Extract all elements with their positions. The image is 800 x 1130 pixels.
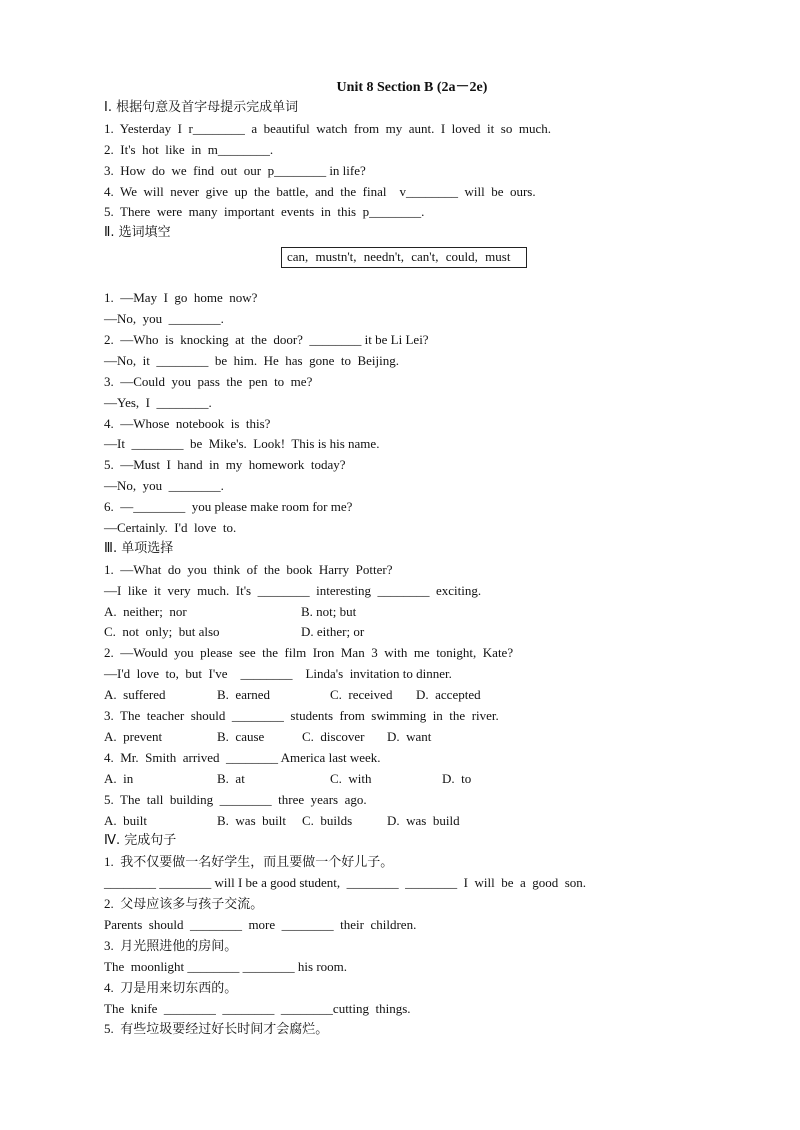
s2-line-1: 1. —May I go home now? — [104, 290, 258, 306]
option-c: C. not only; but also — [104, 624, 220, 640]
s2-line-9: 5. —Must I hand in my homework today? — [104, 457, 346, 473]
option-a: A. suffered — [104, 687, 166, 703]
s4-line-6: The moonlight ________ ________ his room. — [104, 958, 348, 974]
s3-q4-stem: 4. Mr. Smith arrived ________ America last week. — [104, 749, 381, 765]
s1-question-5: 5. There were many important events in this p________. — [104, 204, 425, 220]
option-a: A. neither; nor — [104, 603, 187, 619]
s4-line-7: 4. 刀是用来切东西的。 — [104, 979, 238, 995]
spacer — [104, 268, 704, 288]
s1-question-4: 4. We will never give up the battle, and the final v________ will be ours. — [104, 183, 536, 199]
s2-line-7: 4. —Whose notebook is this? — [104, 415, 271, 431]
s3-q2-reply: —I'd love to, but I've ________ Linda's invitation to dinner. — [104, 666, 452, 682]
worksheet-title: Unit 8 Section B (2a－2e) — [336, 80, 488, 95]
s4-line-5: 3. 月光照进他的房间。 — [104, 937, 238, 953]
s4-line-3: 2. 父母应该多与孩子交流。 — [104, 896, 264, 912]
s2-line-3: 2. —Who is knocking at the door? ________ it be Li Lei? — [104, 332, 429, 348]
option-c: C. received — [330, 687, 393, 703]
s1-question-1: 1. Yesterday I r________ a beautiful watch from my aunt. I loved it so much. — [104, 120, 551, 136]
section-3-heading: Ⅲ. 单项选择 — [104, 540, 174, 556]
s4-line-4: Parents should ________ more ________ their children. — [104, 916, 417, 932]
s3-q4-options — [104, 769, 704, 790]
option-a: A. in — [104, 770, 134, 786]
section-4-heading: Ⅳ. 完成句子 — [104, 833, 177, 849]
section-2-heading: Ⅱ. 选词填空 — [104, 225, 171, 241]
s4-line-9: 5. 有些垃圾要经过好长时间才会腐烂。 — [104, 1021, 329, 1037]
option-d: D. accepted — [416, 687, 481, 703]
option-a: A. built — [104, 812, 147, 828]
option-c: C. builds — [302, 812, 353, 828]
s3-q1-reply: —I like it very much. It's ________ interesting ________ exciting. — [104, 582, 482, 598]
s2-line-2: —No, you ________. — [104, 311, 224, 327]
s3-q2-stem: 2. —Would you please see the film Iron Man 3 with me tonight, Kate? — [104, 645, 514, 661]
option-b: B. at — [217, 770, 245, 786]
s2-line-8: —It ________ be Mike's. Look! This is his name. — [104, 436, 380, 452]
s4-line-8: The knife ________ ________ ________cutting things. — [104, 1000, 411, 1016]
option-a: A. prevent — [104, 728, 163, 744]
option-b: B. was built — [217, 812, 286, 828]
s3-q5-stem: 5. The tall building ________ three years ago. — [104, 791, 367, 807]
s3-q3-stem: 3. The teacher should ________ students from swimming in the river. — [104, 708, 499, 724]
option-d: D. was build — [387, 812, 460, 828]
s2-line-6: —Yes, I ________. — [104, 394, 212, 410]
s3-q3-options — [104, 727, 704, 748]
option-d: D. want — [387, 728, 432, 744]
option-d: D. to — [442, 770, 472, 786]
s2-line-12: —Certainly. I'd love to. — [104, 520, 237, 536]
s2-line-5: 3. —Could you pass the pen to me? — [104, 373, 313, 389]
s4-line-2: ________ ________ will I be a good student, ________ ________ I will be a good son. — [104, 875, 587, 891]
s3-q1-options-cd — [104, 622, 704, 643]
s1-question-3: 3. How do we find out our p________ in life? — [104, 162, 366, 178]
option-b: B. not; but — [301, 603, 357, 619]
s3-q2-options — [104, 685, 704, 706]
word-bank-box: can, mustn't, needn't, can't, could, must — [281, 247, 527, 268]
section-1-heading: Ⅰ. 根据句意及首字母提示完成单词 — [104, 100, 299, 115]
s3-q5-options — [104, 811, 704, 832]
s4-line-1: 1. 我不仅要做一名好学生，而且要做一个好儿子。 — [104, 854, 394, 870]
s1-question-2: 2. It's hot like in m________. — [104, 141, 274, 157]
s2-line-10: —No, you ________. — [104, 478, 224, 494]
option-c: C. discover — [302, 728, 365, 744]
option-d: D. either; or — [301, 624, 365, 640]
s3-q1-options-ab — [104, 602, 704, 623]
option-b: B. cause — [217, 728, 265, 744]
option-b: B. earned — [217, 687, 271, 703]
worksheet — [104, 78, 704, 1040]
s3-q1-stem: 1. —What do you think of the book Harry Potter? — [104, 561, 393, 577]
s2-line-11: 6. —________ you please make room for me? — [104, 499, 353, 515]
s2-line-4: —No, it ________ be him. He has gone to Beijing. — [104, 352, 400, 368]
option-c: C. with — [330, 770, 372, 786]
